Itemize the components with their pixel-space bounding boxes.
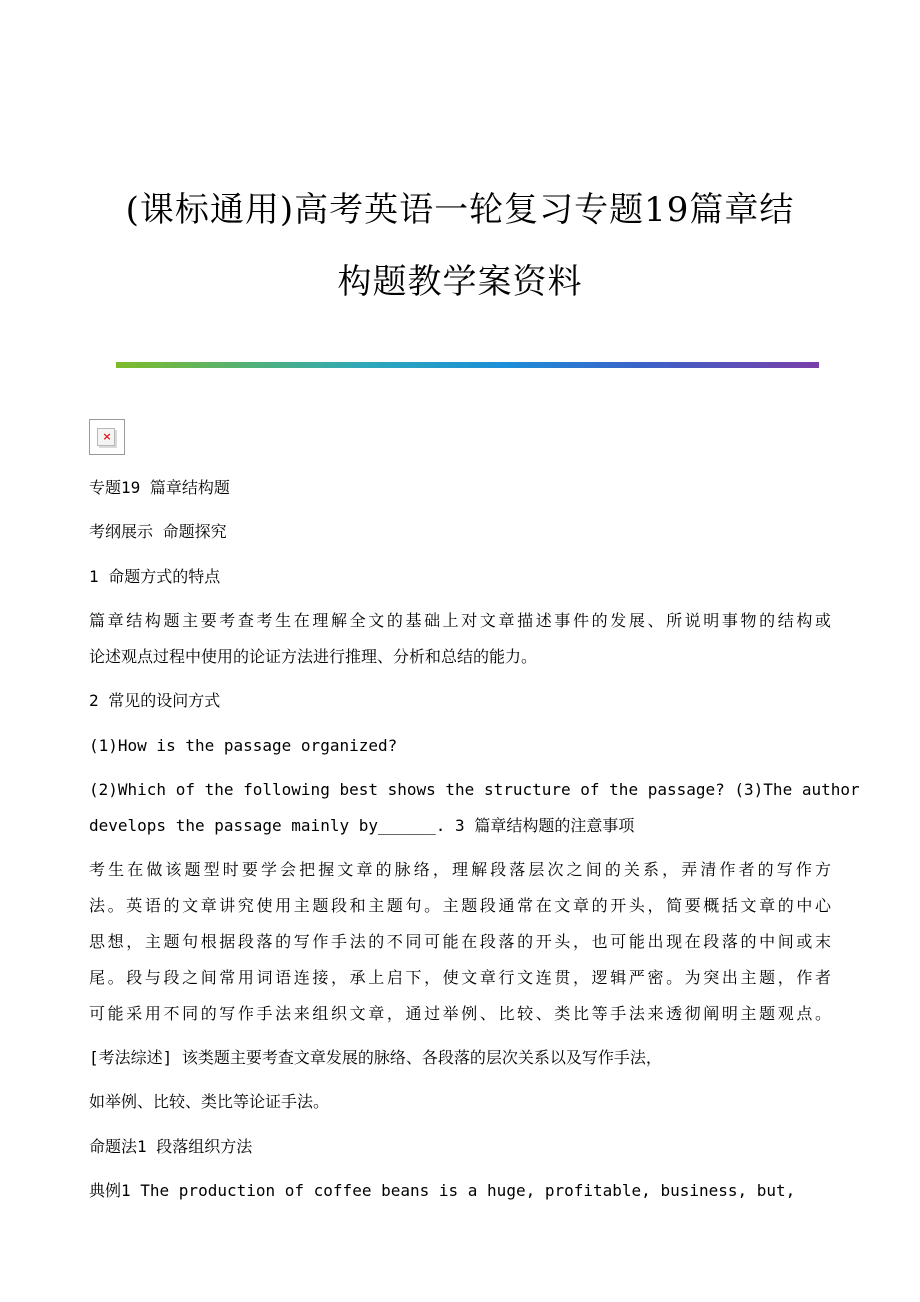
paragraph-2-line-1: 考生在做该题型时要学会把握文章的脉络，理解段落层次之间的关系，弄清作者的写作方 xyxy=(89,860,831,879)
broken-image-icon xyxy=(89,419,125,455)
document-title-line-1: (课标通用)高考英语一轮复习专题19篇章结 xyxy=(125,190,795,230)
title-divider xyxy=(116,362,819,368)
question-form-2-line-2: develops the passage mainly by______. 3 篇章结构题的注意事项 xyxy=(89,816,635,835)
question-form-1: (1)How is the passage organized? xyxy=(89,736,398,755)
subsection-heading: 考纲展示 命题探究 xyxy=(89,522,227,541)
paragraph-1-line-1: 篇章结构题主要考查考生在理解全文的基础上对文章描述事件的发展、所说明事物的结构或 xyxy=(89,611,831,630)
example-1: 典例1 The production of coffee beans is a huge, profitable, business, but, xyxy=(89,1181,796,1200)
point-heading-2: 2 常见的设问方式 xyxy=(89,691,221,710)
method-heading-1: 命题法1 段落组织方法 xyxy=(89,1137,253,1156)
section-heading: 专题19 篇章结构题 xyxy=(89,478,230,497)
paragraph-2-line-5: 可能采用不同的写作手法来组织文章，通过举例、比较、类比等手法来透彻阐明主题观点。 xyxy=(89,1004,831,1023)
paragraph-2-line-2: 法。英语的文章讲究使用主题段和主题句。主题段通常在文章的开头，简要概括文章的中心 xyxy=(89,896,831,915)
paragraph-1-line-2: 论述观点过程中使用的论证方法进行推理、分析和总结的能力。 xyxy=(89,647,538,666)
point-heading-1: 1 命题方式的特点 xyxy=(89,567,221,586)
paragraph-2-line-3: 思想，主题句根据段落的写作手法的不同可能在段落的开头，也可能出现在段落的中间或末 xyxy=(89,932,831,951)
question-form-2-line-1: (2)Which of the following best shows the structure of the passage? (3)The author xyxy=(89,780,860,799)
method-summary-continued: 如举例、比较、类比等论证手法。 xyxy=(89,1092,330,1111)
document-title-line-2: 构题教学案资料 xyxy=(337,262,583,302)
broken-image-frame xyxy=(97,428,115,446)
paragraph-2-line-4: 尾。段与段之间常用词语连接，承上启下，使文章行文连贯，逻辑严密。为突出主题，作者 xyxy=(89,968,831,987)
method-summary: [考法综述] 该类题主要考查文章发展的脉络、各段落的层次关系以及写作手法， xyxy=(89,1048,662,1067)
broken-image-mark: × xyxy=(102,430,112,443)
